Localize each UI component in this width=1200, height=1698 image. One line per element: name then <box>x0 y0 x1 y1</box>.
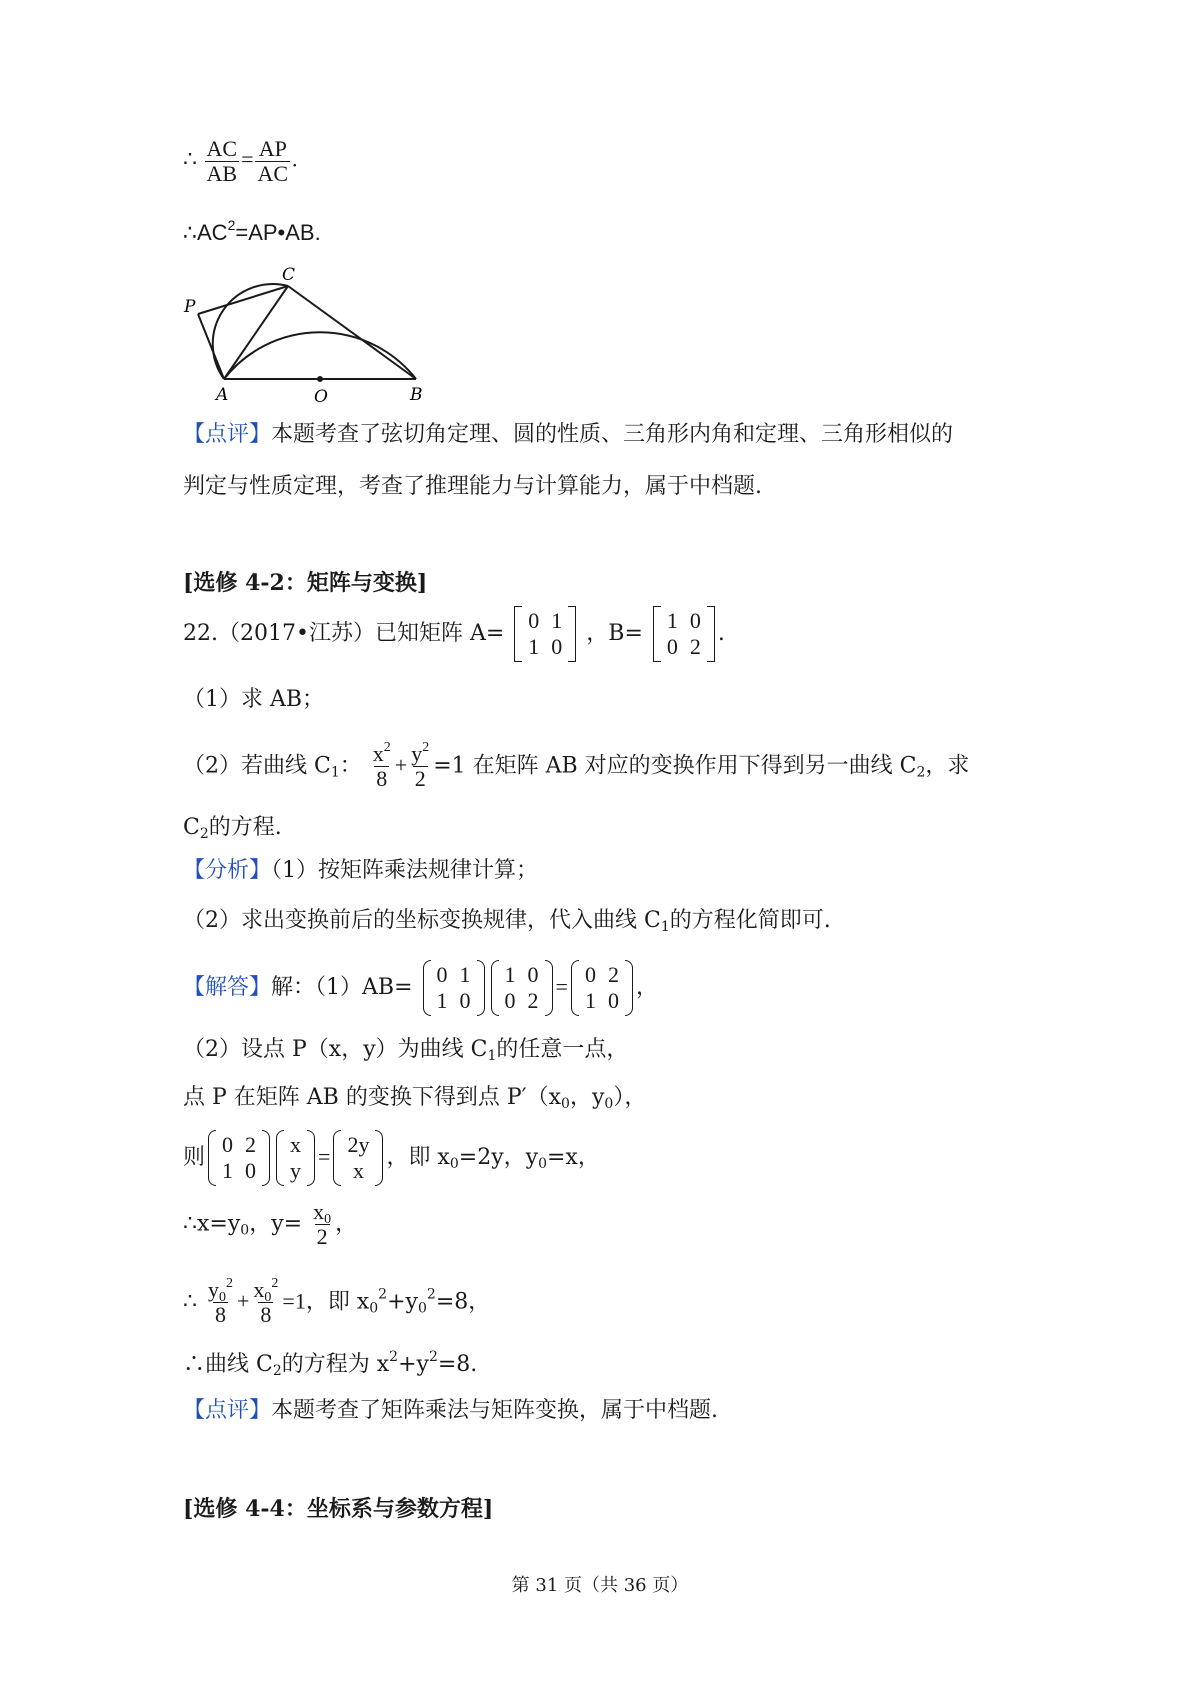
subscript: 1 <box>660 919 670 935</box>
solution-text: +y <box>398 1352 429 1377</box>
solution-text: ， <box>635 975 658 1000</box>
superscript: 2 <box>389 1349 399 1365</box>
matrix-cells <box>522 606 568 662</box>
matrix-entry: 1 <box>584 988 596 1013</box>
equals-sign: = <box>241 146 254 172</box>
paren-right <box>262 1130 270 1186</box>
ratio-line <box>183 137 298 186</box>
solution-text: ）， <box>613 1085 647 1110</box>
fraction-numerator: AC <box>206 136 238 161</box>
subscript: 0 <box>240 1222 250 1239</box>
solution-text: 点 P 在矩阵 AB 的变换下得到点 P′（x <box>183 1085 562 1110</box>
superscript: 2 <box>428 1349 438 1365</box>
page-footer: 第 31 页（共 36 页） <box>511 1575 689 1596</box>
label-b: B <box>410 385 423 405</box>
solution-line-7 <box>183 1350 477 1380</box>
matrix-entry: 2 <box>607 962 619 987</box>
equals-sign: = <box>318 1144 331 1169</box>
analysis-line-1 <box>183 856 538 886</box>
superscript: 2 <box>227 217 236 233</box>
variable: x <box>253 1277 265 1302</box>
matrix-entry: 0 <box>689 608 701 633</box>
superscript: 2 <box>422 740 430 755</box>
fraction-ac-ab <box>205 137 240 186</box>
subscript: 0 <box>449 1156 459 1172</box>
text-fragment: =AP•AB. <box>235 220 321 245</box>
subscript: 0 <box>604 1096 614 1112</box>
question-22-line <box>183 606 725 662</box>
subscript: 0 <box>417 1300 427 1317</box>
matrix-entry: 2 <box>689 634 701 659</box>
matrix-cells <box>431 960 477 1016</box>
label-o: O <box>314 387 328 407</box>
matrix-entry: 0 <box>607 988 619 1013</box>
matrix-cells <box>579 960 625 1016</box>
matrix-entry: 2 <box>245 1132 257 1157</box>
matrix-m4 <box>208 1130 270 1186</box>
therefore-sign: ∴ <box>183 146 197 172</box>
question-text: C <box>183 815 200 840</box>
matrix-cells <box>661 606 707 662</box>
fraction-x0-2 <box>311 1200 333 1249</box>
variable: x <box>313 1199 325 1224</box>
text-fragment: ∴AC <box>183 220 228 245</box>
solution-text: 的方程为 x <box>281 1352 390 1377</box>
fraction-denominator: 8 <box>376 766 388 791</box>
solution-text: （2）设点 P（x，y）为曲线 C <box>183 1037 488 1062</box>
superscript: 2 <box>271 1276 279 1291</box>
matrix-entry: 0 <box>584 962 596 987</box>
period: . <box>292 146 298 172</box>
review-text: 本题考查了弦切角定理、圆的性质、三角形内角和定理、三角形相似的 <box>271 422 954 447</box>
fraction-numerator <box>311 1199 333 1227</box>
subscript: 0 <box>219 1290 226 1305</box>
equation-text: =1 <box>282 1288 306 1314</box>
paren-left <box>423 960 431 1016</box>
plus-sign: + <box>394 752 408 778</box>
matrix-b <box>653 606 715 662</box>
semicircle-arc <box>224 332 416 379</box>
fraction-numerator: AP <box>258 136 287 161</box>
solution-text: ， <box>335 1211 358 1237</box>
segment-pc <box>198 286 288 314</box>
variable: y <box>411 741 423 766</box>
therefore-sign: ∴ <box>183 1289 197 1315</box>
matrix-m1 <box>423 960 485 1016</box>
solution-line-5 <box>183 1200 357 1249</box>
matrix-entry: 2 <box>527 988 539 1013</box>
matrix-entry: 1 <box>528 634 540 659</box>
fraction-y0sq-8 <box>206 1278 235 1327</box>
matrix-entry: 1 <box>666 608 678 633</box>
subscript: 2 <box>916 764 926 781</box>
bracket-right <box>707 606 715 662</box>
vector-entry: y <box>290 1158 302 1183</box>
solution-line-1 <box>183 960 658 1016</box>
solution-text: =2y，y <box>458 1145 539 1170</box>
center-point-o <box>317 376 323 382</box>
matrix-m3 <box>571 960 633 1016</box>
review-text: 本题考查了矩阵乘法与矩阵变换，属于中档题. <box>271 1398 719 1423</box>
fraction-ap-ac <box>255 137 290 186</box>
paren-right <box>477 960 485 1016</box>
fraction-numerator <box>206 1276 235 1305</box>
question-text: （2）若曲线 C <box>183 753 331 779</box>
analysis-text: 的方程化简即可. <box>669 908 831 933</box>
question-text: ，求 <box>925 753 970 779</box>
question-part-2-cont <box>183 813 282 843</box>
paren-left <box>276 1130 284 1186</box>
solution-line-4 <box>183 1130 600 1186</box>
review-text: 判定与性质定理，考查了推理能力与计算能力，属于中档题. <box>183 474 762 499</box>
fraction-denominator: 2 <box>414 766 426 791</box>
subscript: 2 <box>199 826 209 842</box>
solution-text: 则 <box>183 1145 206 1170</box>
paren-right <box>375 1130 383 1186</box>
solution-text: ，即 x <box>305 1289 370 1315</box>
matrix-entry: 1 <box>551 608 563 633</box>
solution-text: +y <box>387 1289 418 1315</box>
fraction-x0sq-8 <box>251 1278 280 1327</box>
variable: y <box>208 1277 219 1302</box>
vector-entry: x <box>352 1158 364 1183</box>
matrix-entry: 1 <box>504 962 516 987</box>
paren-left <box>571 960 579 1016</box>
solution-text: =x， <box>546 1145 600 1170</box>
solution-text: =8， <box>435 1289 491 1315</box>
matrix-entry: 0 <box>527 962 539 987</box>
question-text: ： <box>339 753 362 779</box>
paren-right <box>545 960 553 1016</box>
solution-text: 解：（1）AB= <box>271 975 413 1000</box>
review-1-line-2 <box>183 472 762 502</box>
review-1-line-1 <box>183 420 953 450</box>
paren-right <box>307 1130 315 1186</box>
fraction-denominator: 2 <box>316 1224 328 1249</box>
analysis-text: （1）按矩阵乘法规律计算； <box>271 858 539 883</box>
matrix-cells <box>216 1130 262 1186</box>
fraction-denominator: AB <box>206 161 238 186</box>
segment-pa <box>198 314 224 379</box>
bracket-left <box>653 606 661 662</box>
solution-tag: 【解答】 <box>183 975 272 1000</box>
paren-left <box>208 1130 216 1186</box>
vector-2y-x <box>333 1130 383 1186</box>
variable: x <box>372 741 384 766</box>
label-a: A <box>216 385 229 405</box>
fraction-denominator: 8 <box>260 1302 272 1327</box>
question-part-1: （1）求 AB； <box>183 687 325 712</box>
vector-cells <box>341 1130 375 1186</box>
review-tag: 【点评】 <box>183 422 272 447</box>
question-text: 的方程. <box>208 815 282 840</box>
fraction-y2-2 <box>409 742 431 791</box>
period: . <box>717 621 725 646</box>
label-p: P <box>184 297 196 317</box>
fraction-numerator <box>251 1276 280 1305</box>
section-4-2-title: [选修 4-2：矩阵与变换] <box>183 570 428 596</box>
matrix-a <box>514 606 576 662</box>
subscript: 0 <box>538 1156 547 1172</box>
solution-line-3 <box>183 1083 646 1113</box>
equals-sign: = <box>555 974 568 999</box>
matrix-entry: 0 <box>222 1132 234 1157</box>
superscript: 2 <box>383 740 391 755</box>
question-part-2 <box>183 742 969 791</box>
superscript: 2 <box>226 1276 233 1291</box>
subscript: 0 <box>369 1300 379 1317</box>
fraction-denominator: AC <box>257 161 289 186</box>
matrix-entry: 0 <box>551 634 563 659</box>
plus-sign: + <box>237 1288 250 1314</box>
subscript: 2 <box>272 1363 282 1379</box>
matrix-entry: 0 <box>504 988 516 1013</box>
solution-text: 的任意一点， <box>496 1037 629 1062</box>
matrix-entry: 1 <box>459 962 471 987</box>
matrix-entry: 0 <box>666 634 678 659</box>
matrix-entry: 0 <box>528 608 540 633</box>
solution-line-2 <box>183 1035 628 1065</box>
matrix-cells <box>499 960 545 1016</box>
solution-text: ，即 x <box>386 1145 450 1170</box>
paren-left <box>333 1130 341 1186</box>
matrix-entry: 0 <box>436 962 448 987</box>
segment-ac <box>224 286 288 379</box>
matrix-entry: 1 <box>436 988 448 1013</box>
fraction-denominator: 8 <box>215 1302 226 1327</box>
question-text: ，B= <box>586 621 643 646</box>
subscript: 0 <box>324 1212 332 1227</box>
subscript: 1 <box>330 764 340 781</box>
geometry-figure <box>180 262 440 407</box>
section-4-4-title: [选修 4-4：坐标系与参数方程] <box>183 1496 494 1522</box>
vector-xy <box>276 1130 315 1186</box>
solution-text: ∴x=y <box>183 1211 241 1237</box>
subscript: 1 <box>487 1048 497 1064</box>
question-text: =1 在矩阵 AB 对应的变换作用下得到另一曲线 C <box>433 753 917 779</box>
analysis-tag: 【分析】 <box>183 858 272 883</box>
solution-text: =8. <box>437 1352 478 1377</box>
solution-text: ∴曲线 C <box>183 1352 273 1377</box>
vector-entry: 2y <box>347 1132 370 1157</box>
analysis-line-2 <box>183 906 831 936</box>
vector-cells <box>284 1130 307 1186</box>
matrix-m2 <box>491 960 553 1016</box>
solution-text: ，y= <box>249 1211 303 1237</box>
label-c: C <box>282 265 296 285</box>
matrix-entry: 1 <box>222 1158 234 1183</box>
paren-right <box>625 960 633 1016</box>
superscript: 2 <box>378 1286 388 1303</box>
solution-text: ，y <box>569 1085 605 1110</box>
subscript: 0 <box>561 1096 570 1112</box>
review-tag: 【点评】 <box>183 1398 272 1423</box>
matrix-entry: 0 <box>459 988 471 1013</box>
solution-line-6 <box>183 1278 490 1327</box>
fraction-x2-8 <box>371 742 393 791</box>
analysis-text: （2）求出变换前后的坐标变换规律，代入曲线 C <box>183 908 661 933</box>
bracket-left <box>514 606 522 662</box>
matrix-entry: 0 <box>245 1158 257 1183</box>
question-text: 22.（2017•江苏）已知矩阵 A= <box>183 621 505 646</box>
paren-left <box>491 960 499 1016</box>
superscript: 2 <box>426 1286 436 1303</box>
review-2-line <box>183 1396 718 1426</box>
fraction-numerator <box>371 742 393 766</box>
ac-squared-line <box>183 218 321 248</box>
subscript: 0 <box>264 1290 272 1305</box>
vector-entry: x <box>290 1132 302 1157</box>
fraction-numerator <box>409 742 431 766</box>
bracket-right <box>568 606 576 662</box>
